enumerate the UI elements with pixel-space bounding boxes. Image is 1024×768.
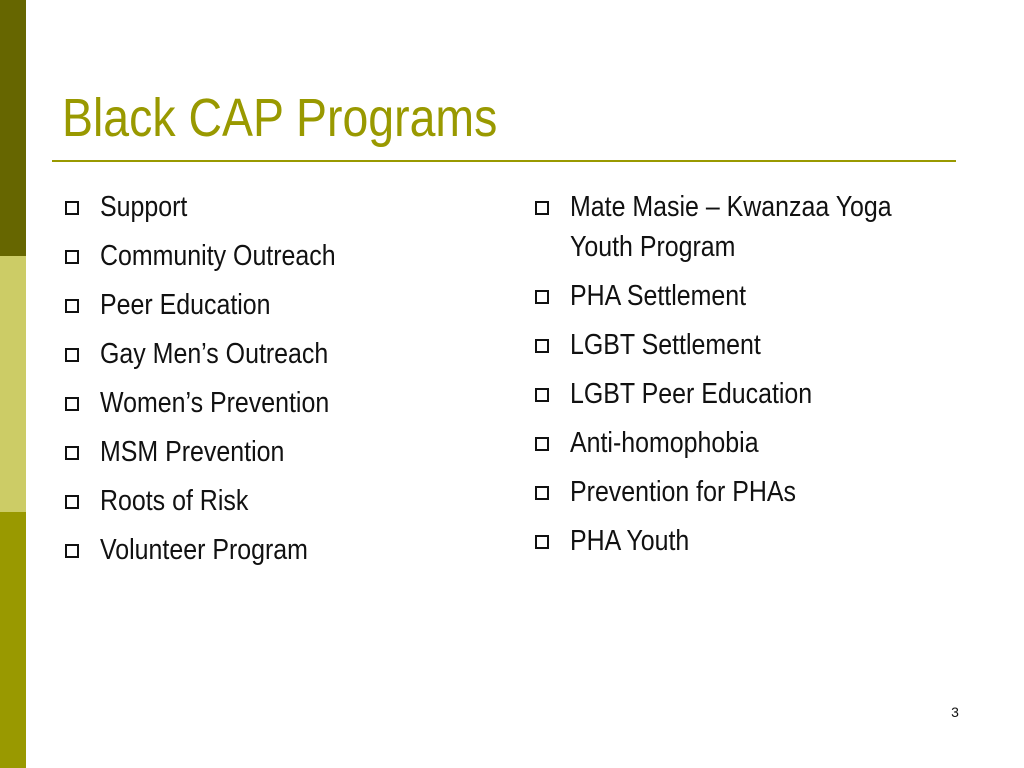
hollow-square-bullet-icon (65, 495, 79, 509)
list-item (534, 522, 954, 562)
hollow-square-bullet-icon (65, 299, 79, 313)
list-item (534, 473, 954, 513)
list-item-text: PHA Settlement (570, 279, 747, 312)
list-item (534, 277, 954, 317)
hollow-square-bullet-icon (535, 486, 549, 500)
page-number: 3 (951, 704, 959, 720)
hollow-square-bullet-icon (535, 290, 549, 304)
hollow-square-bullet-icon (535, 388, 549, 402)
right-bullet-list (534, 188, 954, 571)
hollow-square-bullet-icon (65, 544, 79, 558)
list-item (534, 375, 954, 415)
list-item-text: MSM Prevention (100, 436, 285, 468)
list-item (64, 335, 484, 375)
hollow-square-bullet-icon (65, 250, 79, 264)
list-item-text: PHA Youth (570, 524, 690, 557)
list-item-text: Gay Men’s Outreach (100, 338, 329, 370)
list-item (534, 424, 954, 464)
side-bar-top-segment (0, 0, 26, 256)
side-bar-middle-segment (0, 256, 26, 512)
hollow-square-bullet-icon (65, 446, 79, 460)
hollow-square-bullet-icon (535, 437, 549, 451)
list-item (64, 384, 484, 424)
title-divider (52, 160, 956, 162)
list-item-text: Mate Masie – Kwanzaa Yoga Youth Program (570, 191, 892, 263)
list-item-text: Roots of Risk (100, 485, 249, 517)
hollow-square-bullet-icon (65, 348, 79, 362)
list-item-text: Community Outreach (100, 240, 336, 272)
hollow-square-bullet-icon (535, 201, 549, 215)
list-item-text: LGBT Settlement (570, 328, 761, 361)
side-bar-bottom-segment (0, 512, 26, 768)
list-item-text: Anti-homophobia (570, 426, 759, 459)
list-item (64, 188, 484, 228)
left-bullet-list (64, 188, 484, 580)
list-item-text: Women’s Prevention (100, 387, 330, 419)
list-item (64, 531, 484, 571)
side-decorative-bar (0, 0, 26, 768)
list-item-text: Volunteer Program (100, 534, 308, 566)
hollow-square-bullet-icon (65, 397, 79, 411)
list-item-text: Peer Education (100, 289, 271, 321)
list-item (64, 286, 484, 326)
list-item-text: Prevention for PHAs (570, 475, 796, 508)
list-item (64, 237, 484, 277)
list-item (64, 433, 484, 473)
hollow-square-bullet-icon (535, 339, 549, 353)
hollow-square-bullet-icon (65, 201, 79, 215)
list-item-text: LGBT Peer Education (570, 377, 813, 410)
slide-title: Black CAP Programs (62, 88, 498, 148)
list-item (64, 482, 484, 522)
hollow-square-bullet-icon (535, 535, 549, 549)
list-item (534, 188, 954, 267)
list-item (534, 326, 954, 366)
list-item-text: Support (100, 191, 188, 223)
